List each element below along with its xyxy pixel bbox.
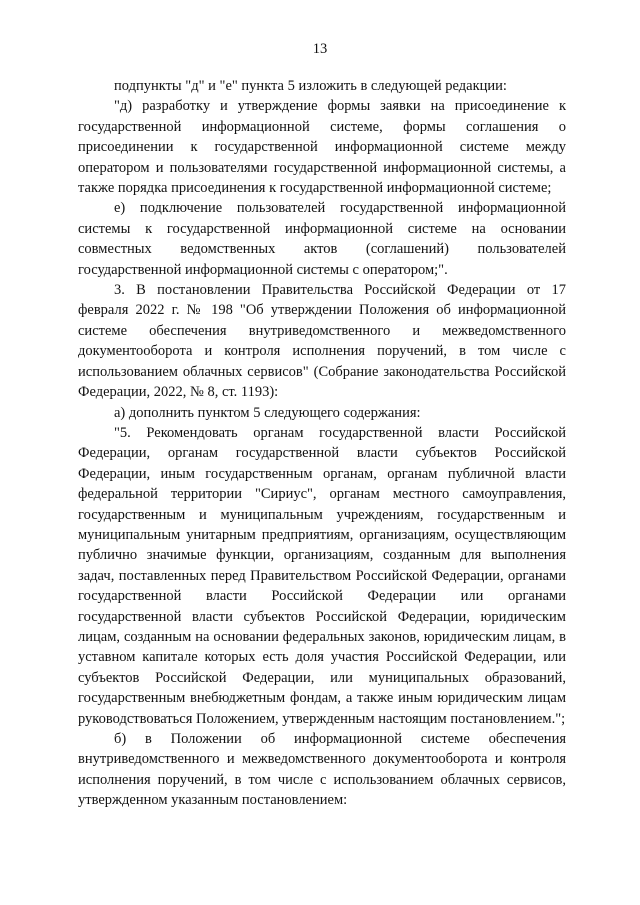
page-number: 13	[312, 41, 328, 57]
paragraph-item-5-text: "5. Рекомендовать органам государственной власти Российской Федерации, органам государственной власти субъектов Российской Федерации, иным государственным органам, органам публичной власти федеральной территории "Сириус", органам местного самоуправления, государственным и муниципальным учреждениям, государственным и муниципальным унитарным предприятиям, организациям, осуществляющим публично значимые функции, организациям, созданным для выполнения задач, поставленных перед Правительством Российской Федерации, органами государственной власти Российской Федерации или органами государственной власти субъектов Российской Федерации, юридическим лицам, созданным на основании федеральных законов, юридическим лицам, в уставном капитале которых есть доля участия Российской Федерации, или субъектов Российской Федерации, или муниципальных образований, государственным внебюджетным фондам, а также иным юридическим лицам руководствоваться Положением, утвержденным настоящим постановлением.";	[78, 424, 566, 727]
paragraph-item-3: 3. В постановлении Правительства Российской Федерации от 17 февраля 2022 г. № 198 "Об утверждении Положения об информационной системе обеспечения внутриведомственного и межведомственного документооборота и контроля исполнения поручений, в том числе с использованием облачных сервисов" (Собрание законодательства Российской Федерации, 2022, № 8, ст. 1193):	[78, 282, 566, 401]
paragraph-subitem-e: е) подключение пользователей государственной информационной системы к государственной информационной системе на основании совместных ведомственных актов (соглашений) пользователей государственной информационной системы с оператором;".	[78, 200, 566, 278]
paragraph-intro: подпункты "д" и "е" пункта 5 изложить в следующей редакции:	[114, 78, 507, 94]
document-body	[78, 76, 566, 811]
paragraph-subitem-b: б) в Положении об информационной системе обеспечения внутриведомственного и межведомственного документооборота и контроля исполнения поручений, в том числе с использованием облачных сервисов, утвержденном указанным постановлением:	[78, 731, 566, 809]
paragraph-subitem-a: а) дополнить пунктом 5 следующего содержания:	[114, 404, 421, 421]
paragraph-subitem-d: "д) разработку и утверждение формы заявки на присоединение к государственной информационной системе, формы соглашения о присоединении к государственной информационной системе между оператором и пользователями государственной информационной системы, а также порядка присоединения к государственной информационной системе;	[78, 98, 566, 197]
